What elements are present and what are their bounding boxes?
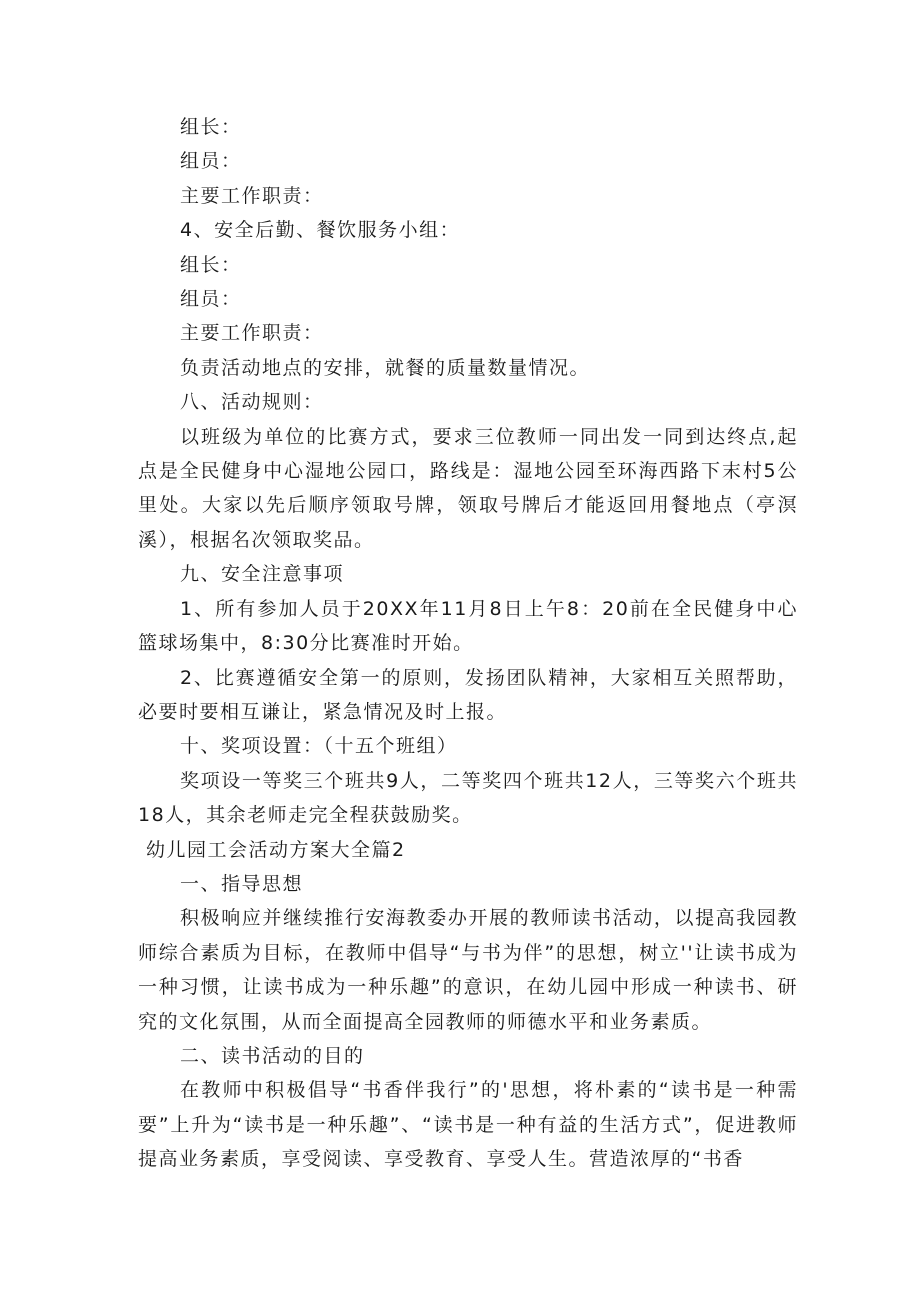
- section-heading: 一、指导思想: [180, 872, 304, 895]
- paragraph: 奖项设一等奖三个班共9人，二等奖四个班共12人，三等奖六个班共18人，其余老师走完全程获鼓励奖。: [138, 769, 798, 827]
- paragraph: 以班级为单位的比赛方式，要求三位教师一同出发一同到达终点,起点是全民健身中心湿地公园口，路线是：湿地公园至环海西路下末村5公里处。大家以先后顺序领取号牌，领取号牌后才能返回用餐地点（亭溟溪），根据名次领取奖品。: [138, 425, 798, 551]
- article-title: 幼儿园工会活动方案大全篇2: [146, 838, 406, 861]
- paragraph: 组员：: [180, 288, 242, 311]
- section-heading: 十、奖项设置：（十五个班组）: [180, 735, 458, 758]
- paragraph: 主要工作职责：: [180, 184, 324, 207]
- paragraph: 在教师中积极倡导“书香伴我行”的'思想，将朴素的“读书是一种需要”上升为“读书是一种乐趣”、“读书是一种有益的生活方式”，促进教师提高业务素质，享受阅读、享受教育、享受人生。营造浓厚的“书香: [138, 1079, 798, 1171]
- paragraph: 组长：: [180, 116, 242, 138]
- paragraph: 1、所有参加人员于20XX年11月8日上午8：20前在全民健身中心篮球场集中，8:30分比赛准时开始。: [138, 597, 798, 655]
- paragraph: 4、安全后勤、餐饮服务小组：: [180, 219, 461, 242]
- section-heading: 二、读书活动的目的: [180, 1044, 365, 1067]
- paragraph: 组员：: [180, 150, 242, 173]
- paragraph: 积极响应并继续推行安海教委办开展的教师读书活动，以提高我园教师综合素质为目标，在教师中倡导“与书为伴”的思想，树立''让读书成为一种习惯，让读书成为一种乐趣”的意识，在幼儿园中形成一种读书、研究的文化氛围，从而全面提高全园教师的师德水平和业务素质。: [138, 907, 798, 1033]
- document-body: [138, 110, 798, 1177]
- paragraph: 2、比赛遵循安全第一的原则，发扬团队精神，大家相互关照帮助，必要时要相互谦让，紧急情况及时上报。: [138, 666, 798, 723]
- section-heading: 八、活动规则：: [180, 391, 324, 414]
- paragraph: 组长：: [180, 253, 242, 276]
- section-heading: 九、安全注意事项: [180, 563, 345, 586]
- paragraph: 主要工作职责：: [180, 322, 324, 345]
- paragraph: 负责活动地点的安排，就餐的质量数量情况。: [180, 356, 591, 379]
